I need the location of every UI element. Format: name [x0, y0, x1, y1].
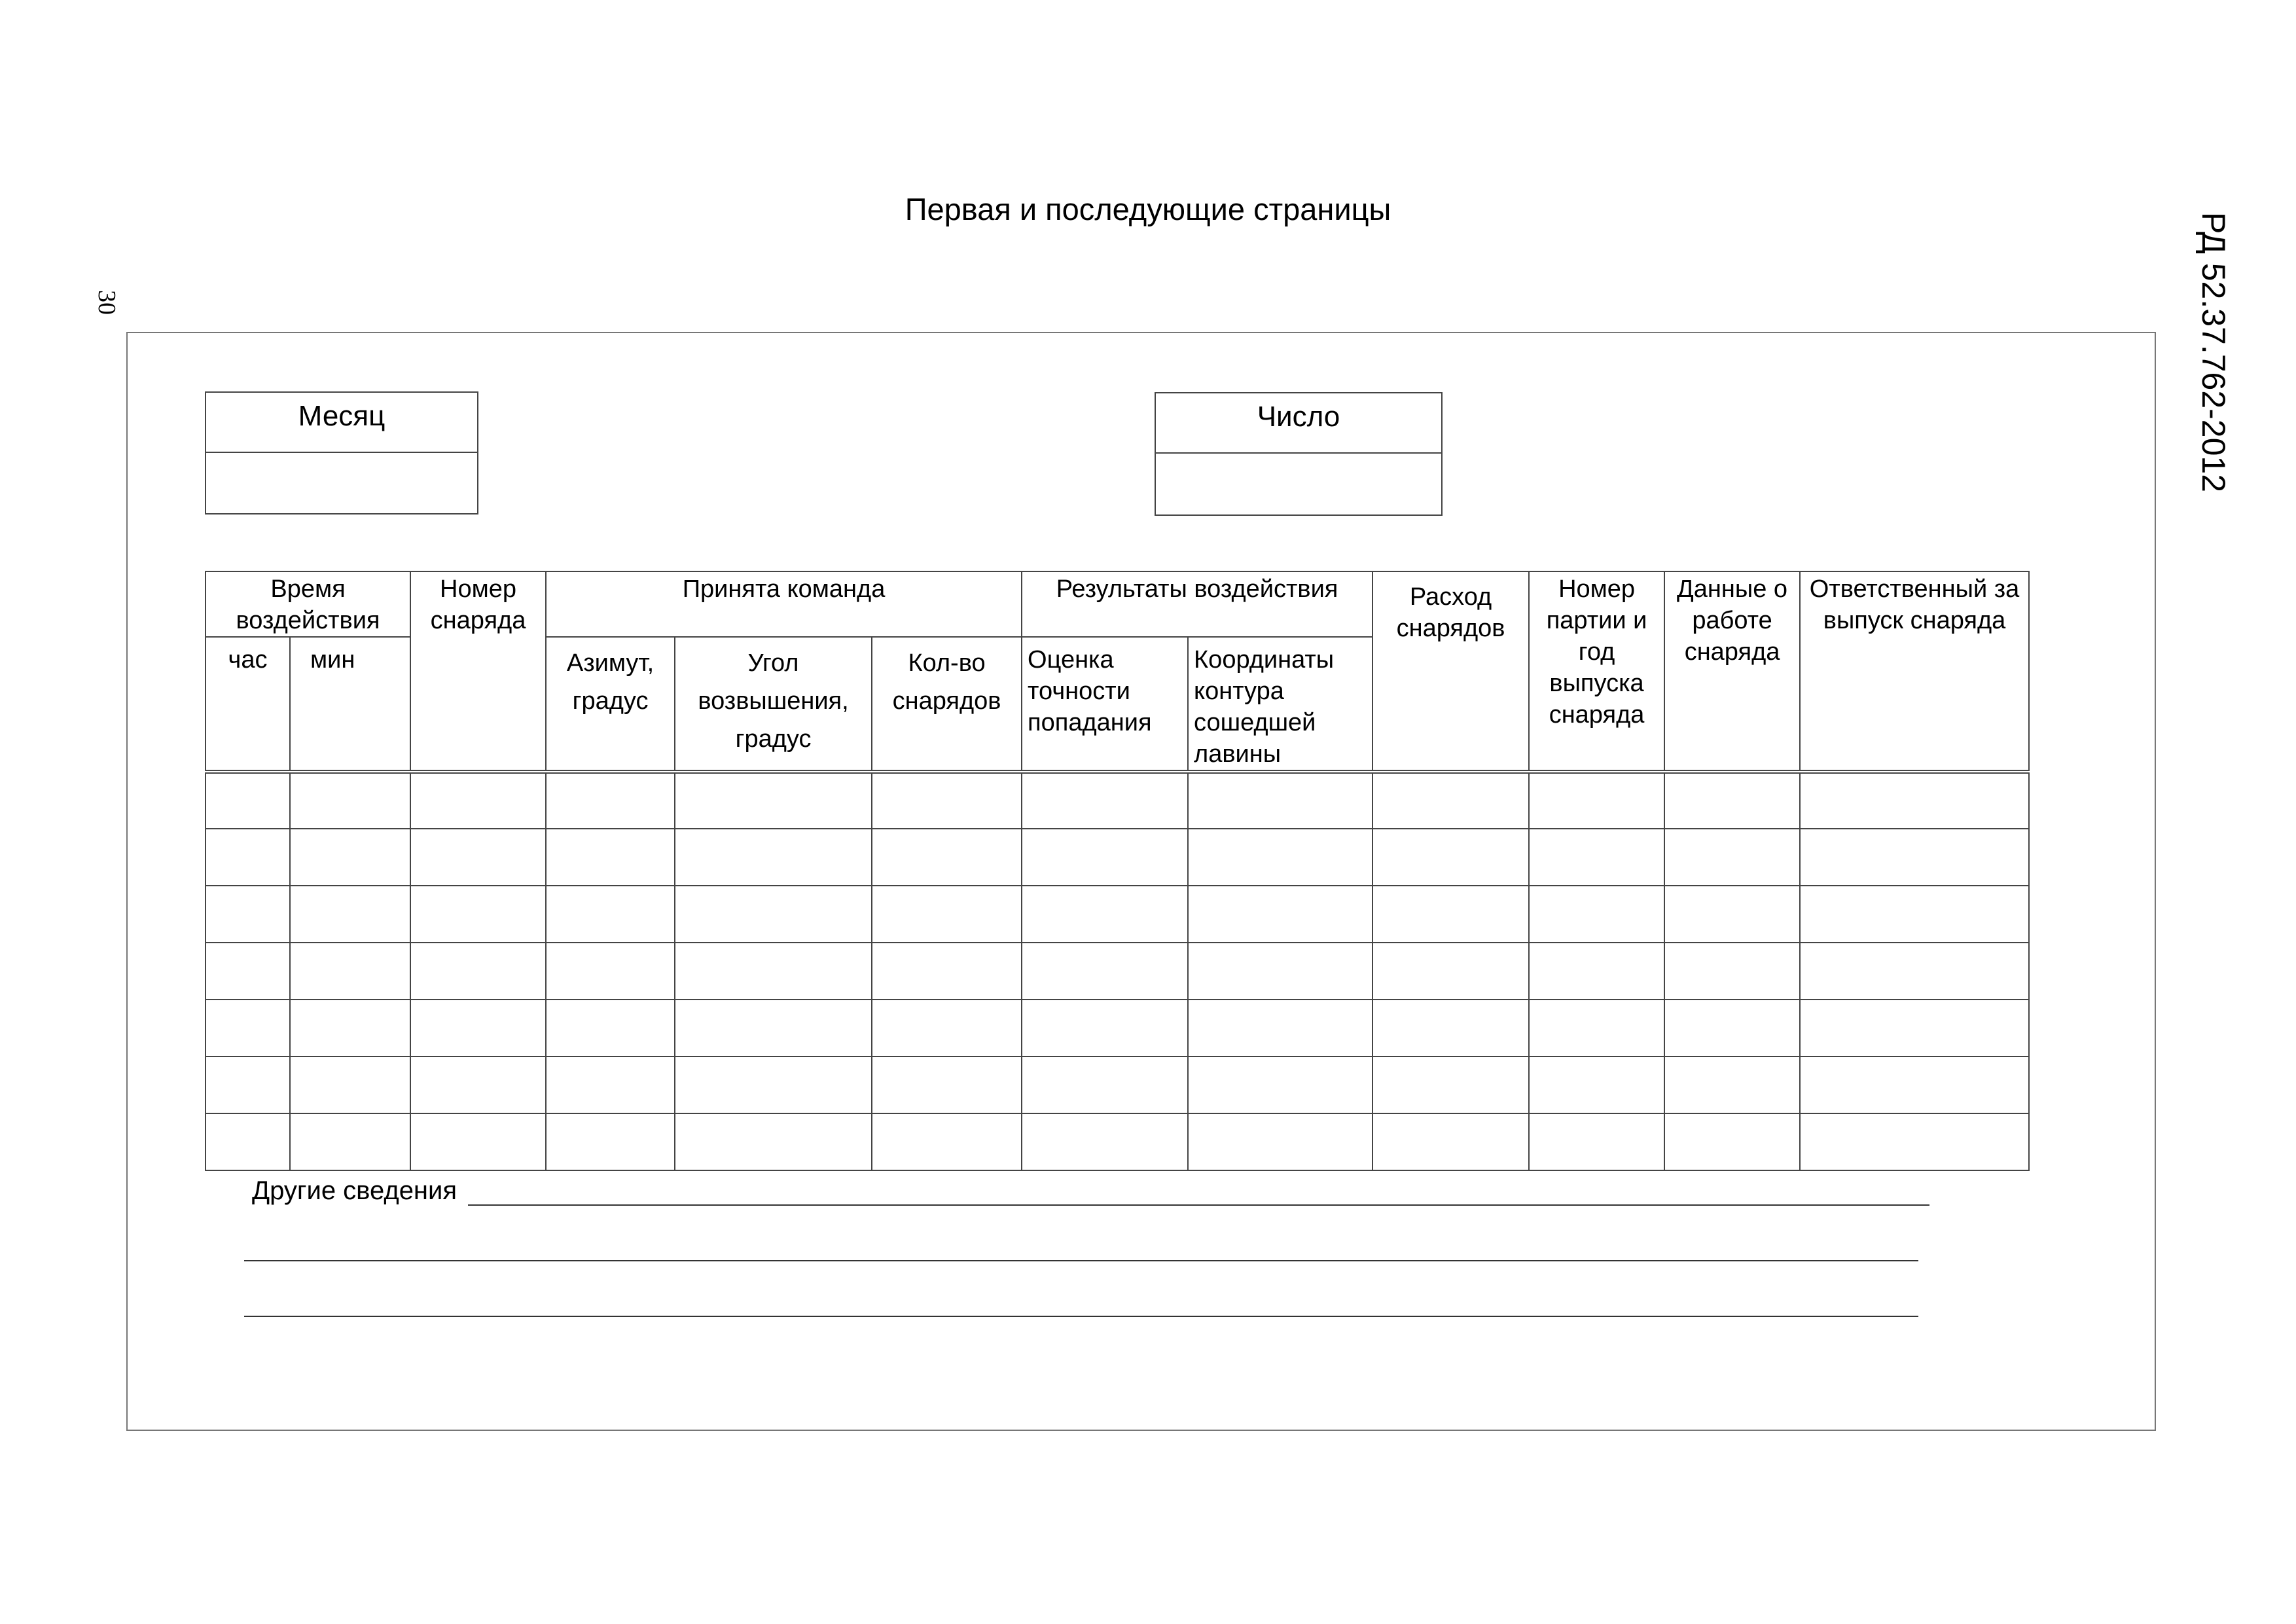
header-hour: час [206, 637, 290, 772]
action-log-table [205, 571, 2030, 1171]
header-responsible: Ответственный за выпуск снаряда [1800, 571, 2029, 772]
table-row [206, 943, 2029, 1000]
table-cell[interactable] [206, 943, 290, 1000]
header-time: Время воздействия [206, 571, 410, 637]
table-cell[interactable] [675, 943, 872, 1000]
table-cell[interactable] [1800, 1113, 2029, 1170]
table-cell[interactable] [206, 829, 290, 886]
table-cell[interactable] [410, 1000, 546, 1056]
table-cell[interactable] [1664, 772, 1800, 829]
header-command: Принята команда [546, 571, 1022, 637]
other-info-label: Другие сведения [252, 1176, 457, 1205]
table-cell[interactable] [1372, 829, 1529, 886]
table-cell[interactable] [1372, 772, 1529, 829]
table-cell[interactable] [290, 1056, 410, 1113]
table-cell[interactable] [1372, 943, 1529, 1000]
day-input[interactable] [1156, 454, 1441, 514]
table-cell[interactable] [1022, 1113, 1188, 1170]
table-cell[interactable] [206, 1000, 290, 1056]
table-cell[interactable] [1529, 886, 1664, 943]
day-field [1155, 392, 1443, 516]
table-cell[interactable] [872, 772, 1022, 829]
table-cell[interactable] [872, 943, 1022, 1000]
header-performance: Данные о работе снаряда [1664, 571, 1800, 772]
day-label: Число [1156, 393, 1441, 454]
header-azimuth: Азимут, градус [546, 637, 675, 772]
table-row [206, 829, 2029, 886]
header-accuracy: Оценка точности попадания [1022, 637, 1188, 772]
table-cell[interactable] [546, 943, 675, 1000]
table-cell[interactable] [1188, 886, 1372, 943]
table-cell[interactable] [675, 1113, 872, 1170]
header-consumption: Расход снарядов [1372, 571, 1529, 772]
table-cell[interactable] [675, 772, 872, 829]
other-info-line-3[interactable] [244, 1316, 1918, 1317]
table-cell[interactable] [546, 772, 675, 829]
table-cell[interactable] [290, 1113, 410, 1170]
table-row [206, 1000, 2029, 1056]
table-cell[interactable] [546, 1000, 675, 1056]
table-cell[interactable] [872, 1000, 1022, 1056]
table-cell[interactable] [1529, 829, 1664, 886]
table-cell[interactable] [1188, 1000, 1372, 1056]
header-coordinates: Координаты контура сошедшей лавины [1188, 637, 1372, 772]
table-cell[interactable] [410, 829, 546, 886]
table-cell[interactable] [1022, 829, 1188, 886]
document-code: РД 52.37.762-2012 [2195, 211, 2232, 493]
table-cell[interactable] [1800, 1056, 2029, 1113]
month-label: Месяц [206, 393, 477, 453]
table-cell[interactable] [1664, 886, 1800, 943]
table-cell[interactable] [1372, 1113, 1529, 1170]
table-cell[interactable] [1664, 943, 1800, 1000]
table-cell[interactable] [1022, 943, 1188, 1000]
table-cell[interactable] [1664, 1000, 1800, 1056]
table-cell[interactable] [410, 1056, 546, 1113]
table-cell[interactable] [1800, 829, 2029, 886]
table-cell[interactable] [1022, 772, 1188, 829]
table-cell[interactable] [1022, 1056, 1188, 1113]
table-cell[interactable] [1800, 943, 2029, 1000]
table-cell[interactable] [206, 1113, 290, 1170]
table-cell[interactable] [1664, 829, 1800, 886]
other-info-line-2[interactable] [244, 1260, 1918, 1261]
table-row [206, 772, 2029, 829]
table-cell[interactable] [410, 886, 546, 943]
table-cell[interactable] [290, 886, 410, 943]
table-cell[interactable] [290, 829, 410, 886]
table-cell[interactable] [872, 829, 1022, 886]
table-cell[interactable] [410, 772, 546, 829]
table-cell[interactable] [1529, 1000, 1664, 1056]
table-cell[interactable] [1188, 772, 1372, 829]
header-batch: Номер партии и год выпуска снаряда [1529, 571, 1664, 772]
table-cell[interactable] [675, 886, 872, 943]
table-cell[interactable] [1529, 772, 1664, 829]
table-cell[interactable] [546, 1056, 675, 1113]
table-cell[interactable] [675, 829, 872, 886]
table-cell[interactable] [290, 772, 410, 829]
header-elevation: Угол возвышения, градус [675, 637, 872, 772]
table-cell[interactable] [1664, 1056, 1800, 1113]
table-cell[interactable] [872, 1113, 1022, 1170]
table-cell[interactable] [1022, 1000, 1188, 1056]
table-cell[interactable] [1529, 1056, 1664, 1113]
month-field [205, 391, 478, 514]
table-cell[interactable] [1800, 772, 2029, 829]
table-cell[interactable] [872, 886, 1022, 943]
other-info-line-1[interactable] [468, 1204, 1929, 1206]
table-cell[interactable] [1188, 1113, 1372, 1170]
table-cell[interactable] [1372, 1000, 1529, 1056]
table-cell[interactable] [546, 829, 675, 886]
table-cell[interactable] [675, 1000, 872, 1056]
table-cell[interactable] [1800, 1000, 2029, 1056]
table-cell[interactable] [1529, 943, 1664, 1000]
table-cell[interactable] [1529, 1113, 1664, 1170]
table-cell[interactable] [290, 1000, 410, 1056]
table-cell[interactable] [872, 1056, 1022, 1113]
table-cell[interactable] [675, 1056, 872, 1113]
header-count: Кол-во снарядов [872, 637, 1022, 772]
table-cell[interactable] [1188, 1056, 1372, 1113]
table-cell[interactable] [206, 886, 290, 943]
table-cell[interactable] [206, 772, 290, 829]
table-cell[interactable] [1800, 886, 2029, 943]
table-cell[interactable] [546, 886, 675, 943]
table-row [206, 886, 2029, 943]
table-row [206, 1113, 2029, 1170]
month-input[interactable] [206, 453, 477, 513]
header-shell-number: Номер снаряда [410, 571, 546, 772]
table-cell[interactable] [410, 943, 546, 1000]
header-minute: мин [290, 637, 410, 772]
table-cell[interactable] [1372, 886, 1529, 943]
page-title: Первая и последующие страницы [905, 192, 1391, 226]
page-number: 30 [93, 290, 120, 315]
table-row [206, 1056, 2029, 1113]
table-cell[interactable] [1022, 886, 1188, 943]
table-cell[interactable] [1188, 829, 1372, 886]
table-cell[interactable] [546, 1113, 675, 1170]
table-cell[interactable] [1372, 1056, 1529, 1113]
table-cell[interactable] [206, 1056, 290, 1113]
table-cell[interactable] [1188, 943, 1372, 1000]
header-results: Результаты воздействия [1022, 571, 1372, 637]
table-cell[interactable] [1664, 1113, 1800, 1170]
table-cell[interactable] [290, 943, 410, 1000]
table-cell[interactable] [410, 1113, 546, 1170]
